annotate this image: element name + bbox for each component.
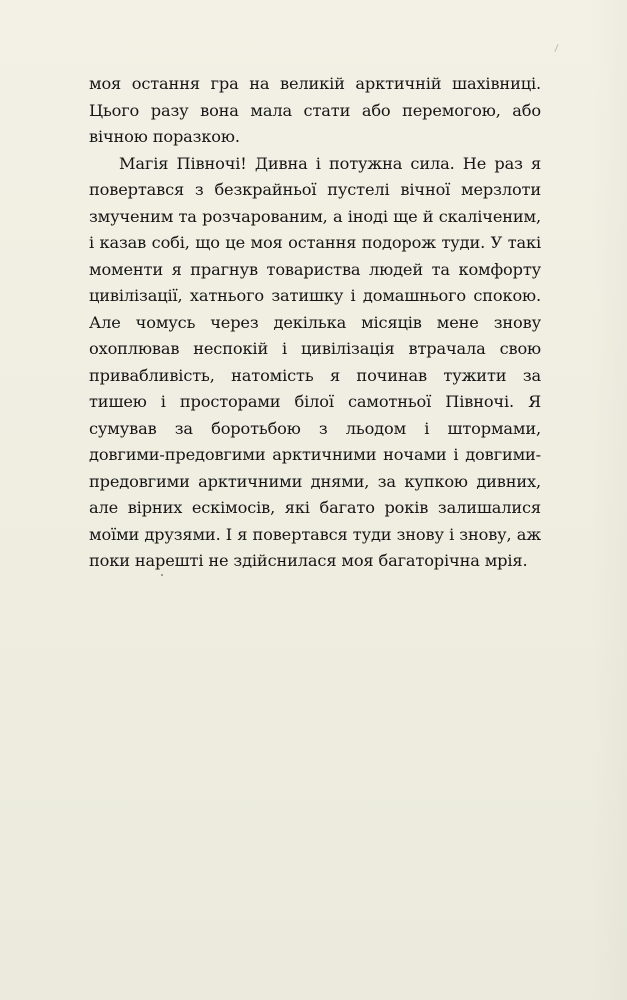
page-corner-mark: [554, 44, 558, 52]
paragraph-continuation: моя остання гра на великій арктичній шахівниці. Цього разу вона мала стати або перемогою, або вічною поразкою.: [89, 74, 541, 146]
paragraph-magic-of-north: Магія Півночі! Дивна і потужна сила. Не раз я повертався з безкрайньої пустелі вічної мерзлоти змученим та розчарованим, а іноді ще й скаліченим, і казав собі, що це моя остання подорож туди. У такі моменти я прагнув товариства людей та комфорту цивілізації, хатнього затишку і домашнього спокою. Але чомусь через декілька місяців мене знову охоплював неспокій і цивілізація втрачала свою привабливість, натомість я починав тужити за тишею і просторами білої самотньої Півночі. Я сумував за боротьбою з льодом і штормами, довгими-предовгими арктичними ночами і довгими-предовгими арктичними днями, за купкою дивних, але вірних ескімосів, які багато років залишалися моїми друзями. І я повертався туди знову і знову, аж поки нарешті не здійснилася моя багаторічна мрія.: [89, 153, 541, 570]
body-text: [89, 71, 541, 575]
print-speck: [161, 574, 163, 576]
